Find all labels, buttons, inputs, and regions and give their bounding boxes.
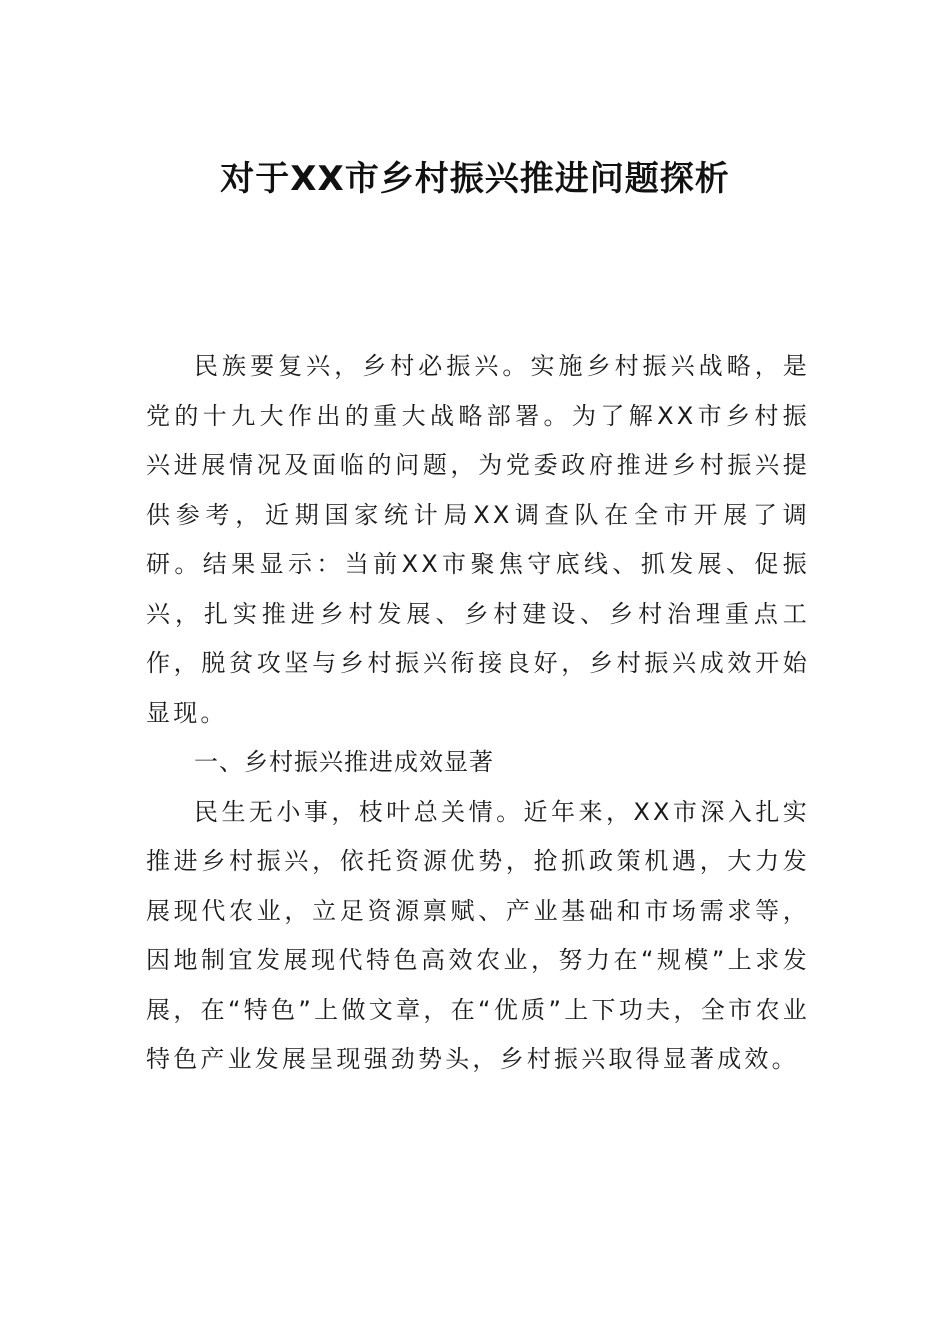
document-body xyxy=(146,342,810,1085)
intro-paragraph: 民族要复兴，乡村必振兴。实施乡村振兴战略，是党的十九大作出的重大战略部署。为了解XX市乡村振兴进展情况及面临的问题，为党委政府推进乡村振兴提供参考，近期国家统计局XX调查队在全市开展了调研。结果显示：当前XX市聚焦守底线、抓发展、促振兴，扎实推进乡村发展、乡村建设、乡村治理重点工作，脱贫攻坚与乡村振兴衔接良好，乡村振兴成效开始显现。 xyxy=(146,352,810,727)
document-title: 对于XX市乡村振兴推进问题探析 xyxy=(220,159,730,199)
section-heading: 一、乡村振兴推进成效显著 xyxy=(194,748,494,776)
section-paragraph: 民生无小事，枝叶总关情。近年来，XX市深入扎实推进乡村振兴，依托资源优势，抢抓政策机遇，大力发展现代农业，立足资源禀赋、产业基础和市场需求等，因地制宜发展现代特色高效农业，努力在“规模”上求发展，在“特色”上做文章，在“优质”上下功夫，全市农业特色产业发展呈现强劲势头，乡村振兴取得显著成效。 xyxy=(146,797,810,1073)
